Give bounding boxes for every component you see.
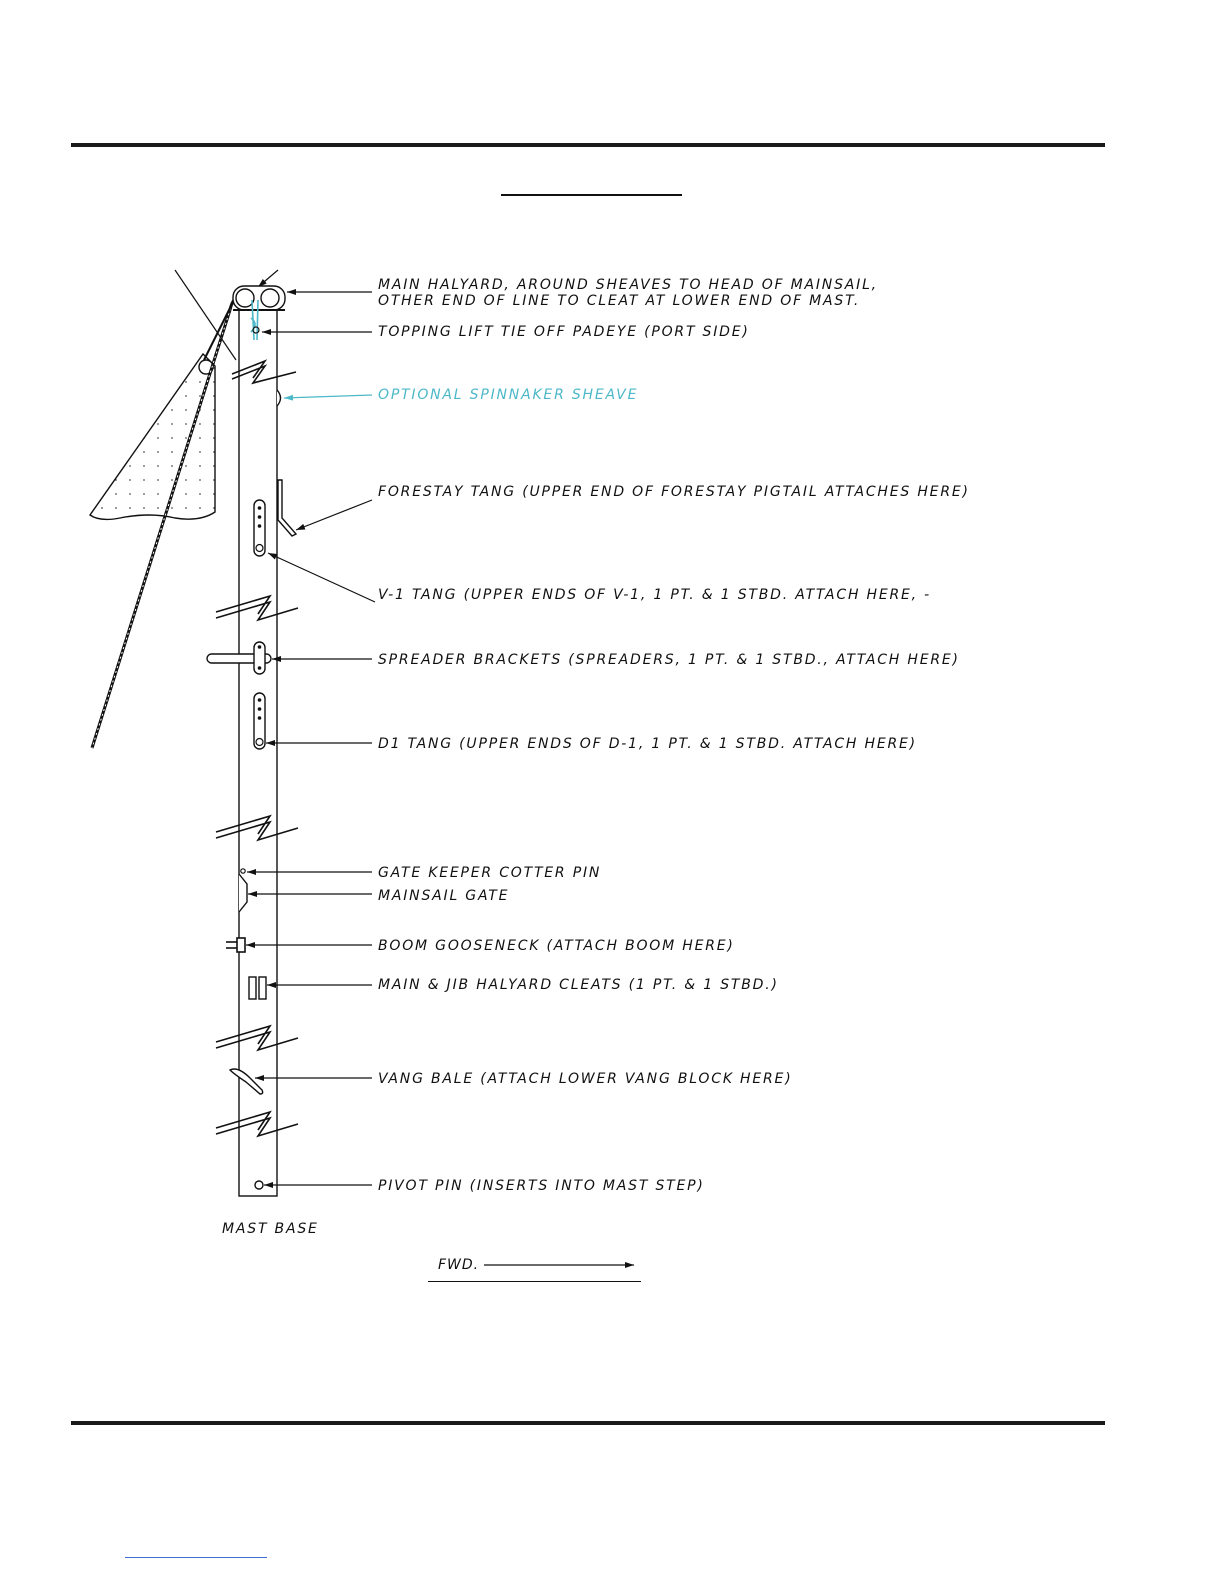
label-main-halyard-line2: OTHER END OF LINE TO CLEAT AT LOWER END OF MAST. xyxy=(378,293,861,309)
halyard-cleat-right xyxy=(259,977,266,999)
main-halyard-line xyxy=(92,296,238,748)
leader-spinnaker-sheave xyxy=(284,395,372,398)
label-forestay-tang: FORESTAY TANG (UPPER END OF FORESTAY PIGTAIL ATTACHES HERE) xyxy=(378,484,970,500)
sheave-right xyxy=(261,289,279,307)
label-spreader-brackets: SPREADER BRACKETS (SPREADERS, 1 PT. & 1 STBD., ATTACH HERE) xyxy=(378,652,960,668)
leader-forestay-tang xyxy=(296,500,372,530)
label-topping-lift: TOPPING LIFT TIE OFF PADEYE (PORT SIDE) xyxy=(378,324,750,340)
gate-keeper-pin xyxy=(241,869,245,873)
sheave-left xyxy=(236,289,254,307)
masthead-leader-top xyxy=(258,270,278,287)
label-gate-keeper: GATE KEEPER COTTER PIN xyxy=(378,865,602,881)
boom-gooseneck xyxy=(226,938,245,952)
label-halyard-cleats: MAIN & JIB HALYARD CLEATS (1 PT. & 1 STBD.) xyxy=(378,977,779,993)
halyard-cleat-left xyxy=(249,977,256,999)
label-fwd: FWD. xyxy=(438,1257,480,1273)
label-v1-tang: V-1 TANG (UPPER ENDS OF V-1, 1 PT. & 1 STBD. ATTACH HERE, - xyxy=(378,587,932,603)
pivot-pin xyxy=(255,1181,263,1189)
footer-link-underline[interactable] xyxy=(125,1557,267,1558)
label-pivot-pin: PIVOT PIN (INSERTS INTO MAST STEP) xyxy=(378,1178,705,1194)
mainsail xyxy=(90,354,215,519)
v1-tang xyxy=(254,500,265,556)
footer-rule xyxy=(71,1421,1105,1425)
label-mast-base: MAST BASE xyxy=(222,1221,319,1237)
mast-body xyxy=(239,310,277,1196)
leader-v1-tang xyxy=(268,553,375,602)
label-boom-gooseneck: BOOM GOOSENECK (ATTACH BOOM HERE) xyxy=(378,938,735,954)
label-main-halyard-line1: MAIN HALYARD, AROUND SHEAVES TO HEAD OF MAINSAIL, xyxy=(378,277,878,293)
fwd-underline xyxy=(428,1281,641,1282)
label-spinnaker-sheave: OPTIONAL SPINNAKER SHEAVE xyxy=(378,387,639,403)
label-d1-tang: D1 TANG (UPPER ENDS OF D-1, 1 PT. & 1 STBD. ATTACH HERE) xyxy=(378,736,917,752)
spinnaker-sheave xyxy=(277,390,281,406)
d1-tang xyxy=(254,693,265,749)
label-mainsail-gate: MAINSAIL GATE xyxy=(378,888,510,904)
forestay-tang xyxy=(278,480,296,536)
label-vang-bale: VANG BALE (ATTACH LOWER VANG BLOCK HERE) xyxy=(378,1071,793,1087)
